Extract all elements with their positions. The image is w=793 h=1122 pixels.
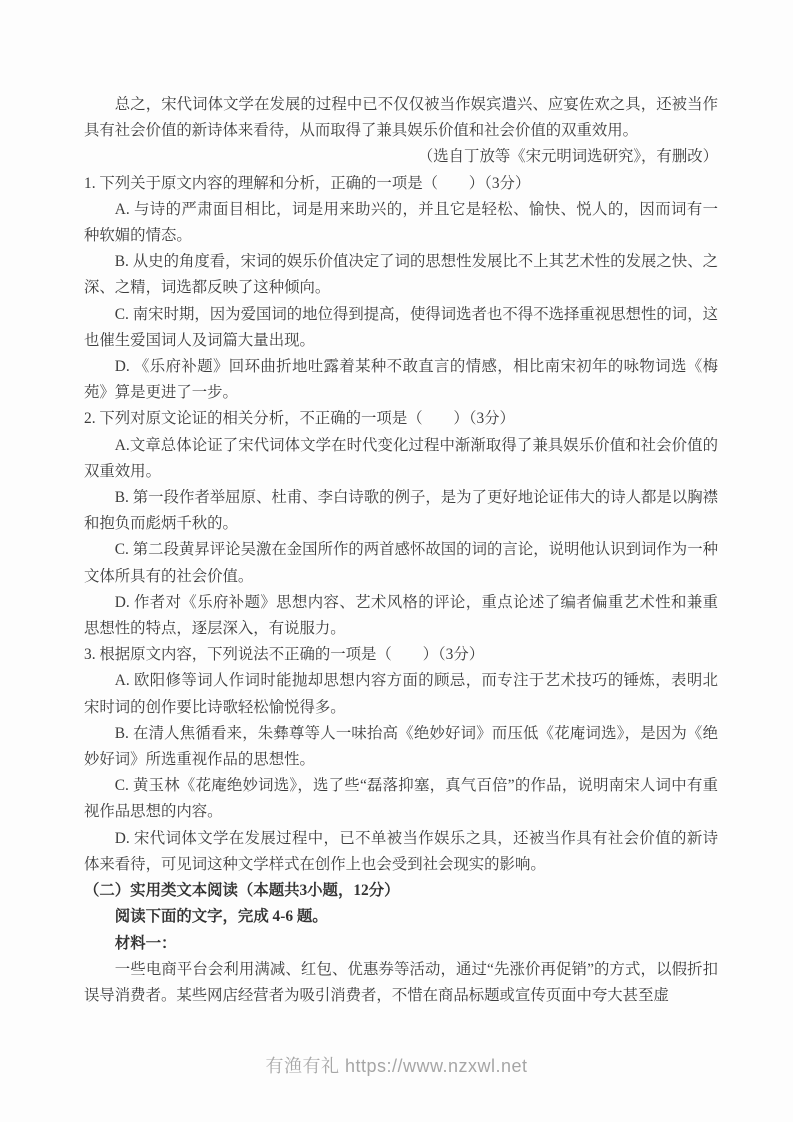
source-attribution: （选自丁放等《宋元明词选研究》，有删改） [417, 148, 718, 166]
question-2-stem: 2. 下列对原文论证的相关分析，不正确的一项是（ ）（3分） [84, 410, 515, 428]
question-2-option-b: B. 第一段作者举屈原、杜甫、李白诗歌的例子，是为了更好地论证伟大的诗人都是以胸襟和抱负而彪炳千秋的。 [84, 489, 718, 533]
question-3-option-c: C. 黄玉林《花庵绝妙词选》，选了些“磊落抑塞，真气百倍”的作品，说明南宋人词中有重视作品思想的内容。 [84, 777, 718, 821]
material-1-label: 材料一： [114, 934, 177, 952]
question-3-option-a: A. 欧阳修等词人作词时能抛却思想内容方面的顾忌，而专注于艺术技巧的锤炼，表明北宋时词的创作要比诗歌轻松愉悦得多。 [84, 672, 718, 716]
question-1-option-d: D. 《乐府补题》回环曲折地吐露着某种不敢直言的情感，相比南宋初年的咏物词选《梅苑》算是更进了一步。 [84, 358, 718, 402]
question-3-stem: 3. 根据原文内容，下列说法不正确的一项是（ ）（3分） [84, 646, 485, 664]
question-2-option-c: C. 第二段黄昇评论吴激在金国所作的两首感怀故国的词的言论，说明他认识到词作为一种文体所具有的社会价值。 [84, 541, 718, 585]
question-2-option-d: D. 作者对《乐府补题》思想内容、艺术风格的评论，重点论述了编者偏重艺术性和兼重思想性的特点，逐层深入，有说服力。 [84, 593, 718, 638]
watermark-text: 有渔有礼 https://www.nzxwl.net [265, 1056, 528, 1076]
question-3-option-b: B. 在清人焦循看来，朱彝尊等人一味抬高《绝妙好词》而压低《花庵词选》，是因为《绝妙好词》所选重视作品的思想性。 [84, 724, 718, 769]
question-3-option-d: D. 宋代词体文学在发展过程中，已不单被当作娱乐之具，还被当作具有社会价值的新诗体来看待，可见词这种文学样式在创作上也会受到社会现实的影响。 [84, 829, 718, 873]
question-1-option-c: C. 南宋时期，因为爱国词的地位得到提高，使得词选者也不得不选择重视思想性的词，这也催生爱国词人及词篇大量出现。 [84, 305, 718, 349]
question-2-option-a: A.文章总体论证了宋代词体文学在时代变化过程中渐渐取得了兼具娱乐价值和社会价值的双重效用。 [84, 436, 718, 480]
section-2-instruction: 阅读下面的文字，完成 4-6 题。 [114, 908, 328, 926]
question-1-option-a: A. 与诗的严肃面目相比，词是用来助兴的，并且它是轻松、愉快、悦人的，因而词有一种软媚的情态。 [84, 200, 718, 245]
question-1-option-b: B. 从史的角度看，宋词的娱乐价值决定了词的思想性发展比不上其艺术性的发展之快、之深、之精，词选都反映了这种倾向。 [84, 253, 718, 297]
material-1-paragraph: 一些电商平台会利用满减、红包、优惠券等活动，通过“先涨价再促销”的方式，以假折扣误导消费者。某些网店经营者为吸引消费者，不惜在商品标题或宣传页面中夸大甚至虚 [84, 960, 718, 1004]
passage-conclusion-paragraph: 总之，宋代词体文学在发展的过程中已不仅仅被当作娱宾遣兴、应宴佐欢之具，还被当作具有社会价值的新诗体来看待，从而取得了兼具娱乐价值和社会价值的双重效用。 [84, 96, 718, 140]
section-2-heading: （二）实用类文本阅读（本题共3小题，12分） [84, 882, 400, 900]
exam-document-page [84, 92, 718, 1009]
question-1-stem: 1. 下列关于原文内容的理解和分析，正确的一项是（ ）（3分） [84, 174, 531, 192]
page-footer [0, 1052, 793, 1078]
